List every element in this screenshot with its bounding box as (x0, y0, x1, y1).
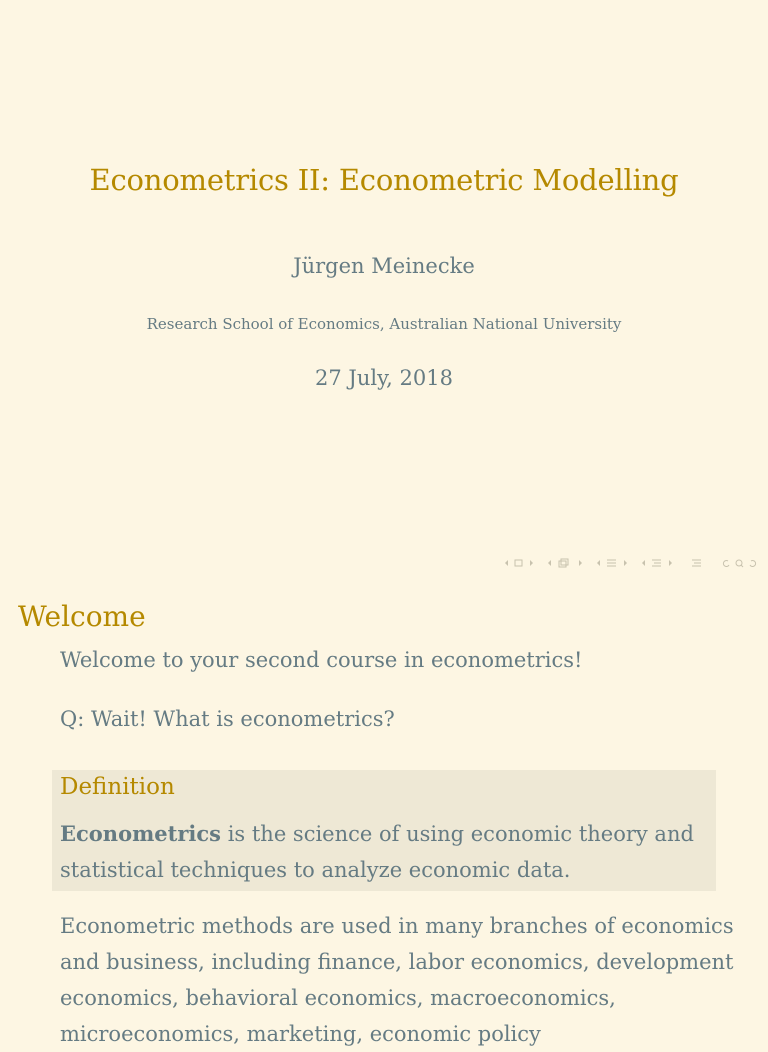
definition-term: Econometrics (60, 821, 222, 846)
nav-frame-icon[interactable] (503, 558, 535, 568)
nav-subsection-icon[interactable] (546, 558, 584, 568)
nav-section-icon[interactable] (595, 558, 629, 568)
nav-search-icon[interactable] (720, 558, 760, 568)
methods-paragraph: Econometric methods are used in many branches of economics and business, including finance, labor economics, development economics, behavioral economics, macroeconomics, microeconomics, marketing, economic policy (60, 914, 734, 1046)
welcome-paragraph: Welcome to your second course in econometrics! (60, 648, 583, 672)
author-name: Jürgen Meinecke (293, 254, 475, 278)
presentation-date: 27 July, 2018 (315, 366, 453, 390)
frame-title: Welcome (18, 600, 146, 633)
institute: Research School of Economics, Australian National University (146, 315, 622, 333)
welcome-slide (0, 580, 768, 1046)
presentation-title: Econometrics II: Econometric Modelling (89, 163, 679, 197)
definition-block (52, 770, 716, 891)
beamer-navigation-bar (495, 556, 760, 570)
nav-subsubsection-icon[interactable] (640, 558, 674, 568)
nav-toc-icon[interactable] (691, 558, 703, 568)
definition-body (60, 816, 700, 888)
question-paragraph: Q: Wait! What is econometrics? (60, 707, 395, 731)
definition-text: is the science of using economic theory and statistical techniques to analyze economic data. (60, 822, 694, 882)
definition-title: Definition (60, 774, 175, 800)
